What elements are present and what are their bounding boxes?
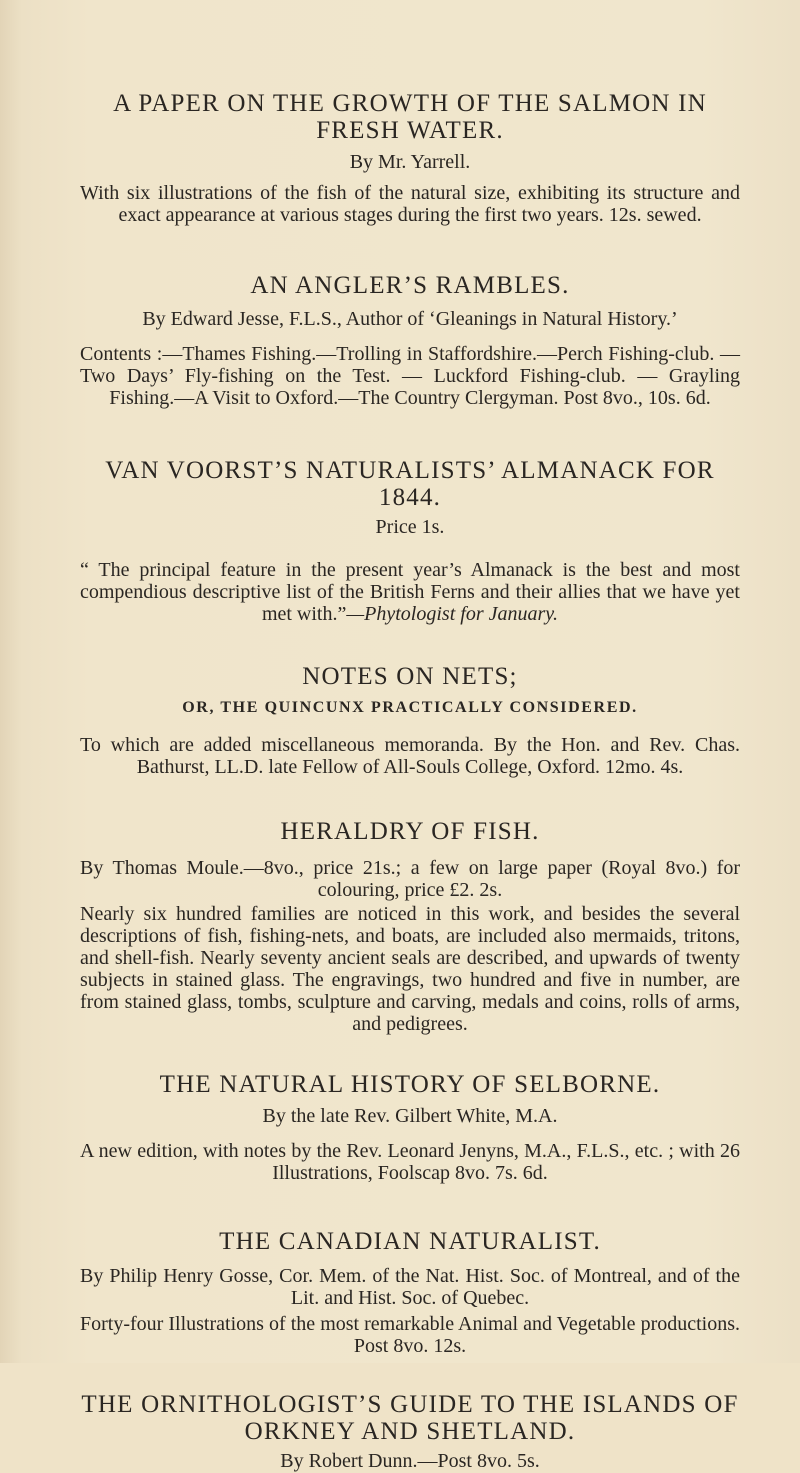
byline-canadian: By Philip Henry Gosse, Cor. Mem. of the Nat. Hist. Soc. of Montreal, and of the Lit. and Hist. Soc. of Quebec.: [80, 1265, 740, 1309]
quote-text: “ The principal feature in the present year’s Almanack is the best and most compendious descriptive list of the British Ferns and their allies that we have yet met with.”: [80, 559, 740, 625]
entry-heraldry: [80, 818, 740, 1035]
contents-angler: Contents :—Thames Fishing.—Trolling in Staffordshire.—Perch Fishing-club. — Two Days’ Fly-fishing on the Test. — Luckford Fishing-club. — Grayling Fishing.—A Visit to Oxford.—The Country Clergyman. Post 8vo., 10s. 6d.: [80, 343, 740, 409]
byline-ornithologist: By Robert Dunn.—Post 8vo. 5s.: [280, 1450, 540, 1472]
title-canadian: THE CANADIAN NATURALIST.: [219, 1228, 601, 1255]
title-nets: NOTES ON NETS;: [302, 663, 518, 690]
entry-ornithologist: [80, 1391, 740, 1473]
title-heraldry: HERALDRY OF FISH.: [280, 818, 540, 845]
title-ornithologist: THE ORNITHOLOGIST’S GUIDE TO THE ISLANDS OF ORKNEY AND SHETLAND.: [81, 1391, 739, 1445]
entry-angler: [80, 272, 740, 409]
description-nets: To which are added miscellaneous memoranda. By the Hon. and Rev. Chas. Bathurst, LL.D. late Fellow of All-Souls College, Oxford. 12mo. 4s.: [80, 734, 740, 778]
description-canadian: Forty-four Illustrations of the most remarkable Animal and Vegetable productions. Post 8vo. 12s.: [80, 1313, 740, 1357]
byline-heraldry: By Thomas Moule.—8vo., price 21s.; a few on large paper (Royal 8vo.) for colouring, price £2. 2s.: [80, 857, 740, 901]
byline-selborne: By the late Rev. Gilbert White, M.A.: [262, 1105, 558, 1127]
entry-almanack: [80, 457, 740, 625]
entry-salmon: [80, 90, 740, 226]
description-salmon: With six illustrations of the fish of the natural size, exhibiting its structure and exact appearance at various stages during the first two years. 12s. sewed.: [80, 182, 740, 226]
byline-angler: By Edward Jesse, F.L.S., Author of ‘Gleanings in Natural History.’: [142, 308, 678, 330]
title-salmon: A PAPER ON THE GROWTH OF THE SALMON IN FRESH WATER.: [113, 90, 707, 144]
description-heraldry: Nearly six hundred families are noticed in this work, and besides the several descriptions of fish, fishing-nets, and boats, are included also mermaids, tritons, and shell-fish. Nearly seventy ancient seals are described, and upwards of twenty subjects in stained glass. The engravings, two hundred and five in number, are from stained glass, tombs, sculpture and carving, medals and coins, rolls of arms, and pedigrees.: [80, 903, 740, 1035]
quote-almanack: [80, 559, 740, 625]
description-selborne: A new edition, with notes by the Rev. Leonard Jenyns, M.A., F.L.S., etc. ; with 26 Illustrations, Foolscap 8vo. 7s. 6d.: [80, 1140, 740, 1184]
entry-selborne: [80, 1071, 740, 1184]
entry-nets: [80, 663, 740, 778]
byline-salmon: By Mr. Yarrell.: [349, 151, 471, 173]
title-angler: AN ANGLER’S RAMBLES.: [250, 272, 570, 299]
price-almanack: Price 1s.: [375, 516, 445, 538]
title-selborne: THE NATURAL HISTORY OF SELBORNE.: [159, 1071, 661, 1098]
title-almanack: VAN VOORST’S NATURALISTS’ ALMANACK FOR 1844.: [105, 457, 715, 511]
entry-canadian: [80, 1228, 740, 1357]
quote-source: —Phytologist for January.: [346, 603, 559, 625]
subtitle-nets: OR, THE QUINCUNX PRACTICALLY CONSIDERED.: [182, 699, 638, 716]
